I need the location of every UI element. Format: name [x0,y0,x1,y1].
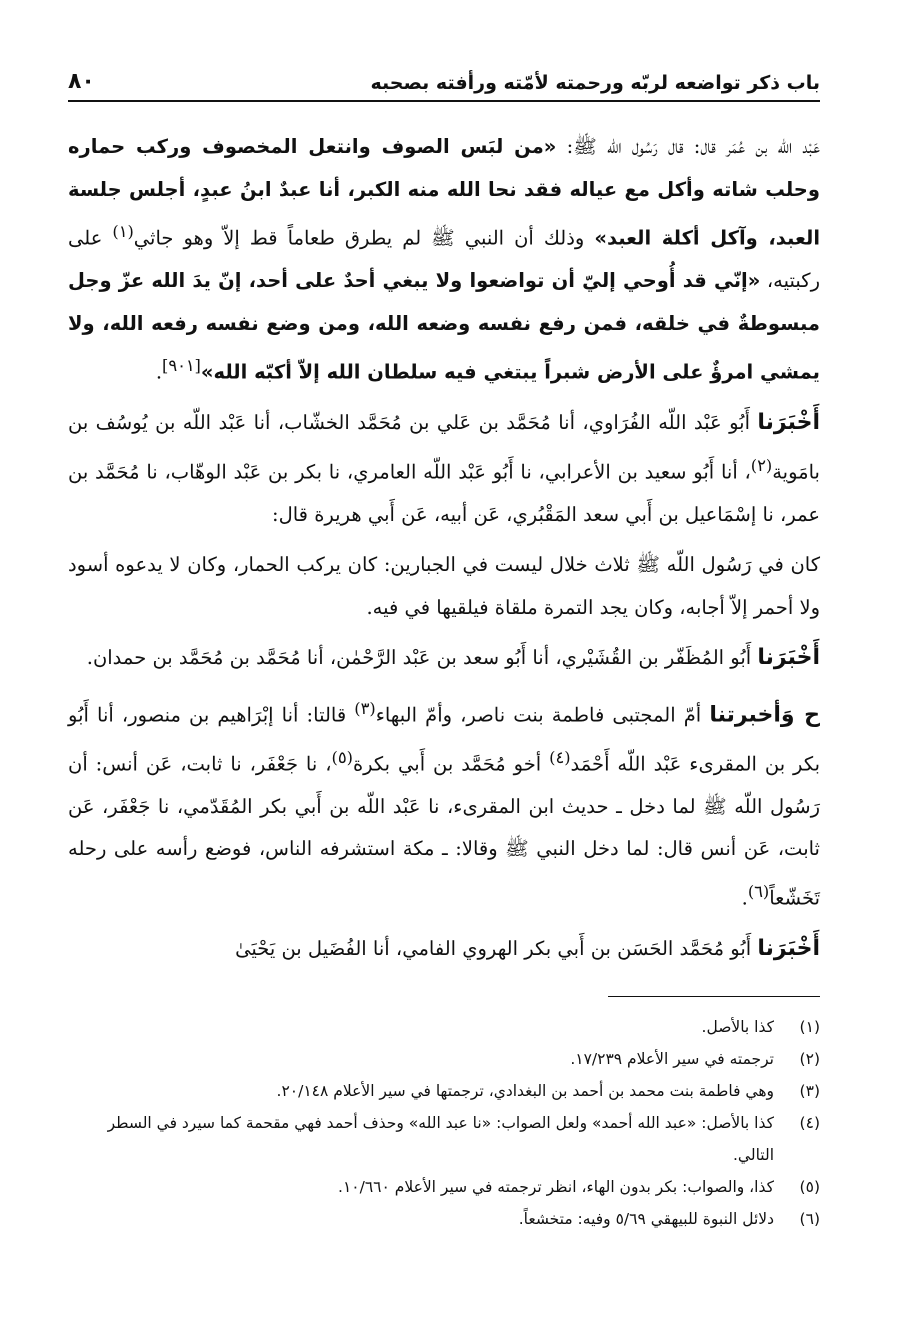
footnote-text: وهي فاطمة بنت محمد بن أحمد بن البغدادي، ترجمتها في سير الأعلام ٢٠/١٤٨. [276,1082,774,1100]
text-run: أَبُو مُحَمَّد الحَسَن بن أَبي بكر الهروي الفامي، أنا الفُضَيل بن يَحْيَىٰ [235,936,758,960]
body-text [68,126,820,970]
footnote-separator [608,996,820,997]
text-run: أخو مُحَمَّد بن أَبي بكرة [352,752,550,775]
text-run: أمّ المجتبى فاطمة بنت ناصر، وأمّ البهاء [375,703,710,726]
footnote-number: (٤) [799,1114,820,1132]
footnote-number: (١) [799,1018,820,1036]
chain-lead-word: أَخْبَرَنا [757,410,820,435]
footnote-marker: (٢) [750,455,773,475]
chain-lead-word: أَخْبَرَنا [757,935,820,961]
footnote-marker: [٩٠١] [162,356,201,375]
paragraph [68,688,820,920]
text-run: عَبْد اللّه بن عُمَر قال: قال رَسُول اللّه ﷺ: [556,135,821,158]
text-run: على ركبتيه، [68,226,820,292]
footnote [68,1075,820,1107]
hadith-quote: «من لبَس الصوف وانتعل المخصوف وركب حماره وحلب شاته وأكل مع عياله فقد نحا الله منه الكبر، أنا عبدٌ ابنُ عبدٍ، أجلس جلسة العبد، وآكل أكلة العبد» [68,135,820,250]
chain-lead-word: أَخْبَرَنا [757,645,820,670]
footnote [68,1171,820,1203]
footnote-text: ترجمته في سير الأعلام ١٧/٢٣٩. [570,1050,774,1068]
page-number: ٨٠ [68,69,95,94]
text-run: أَبُو عَبْد اللّه الفُرَاوي، أنا مُحَمَّد بن عَلي بن مُحَمَّد الخشّاب، أنا عَبْد اللّه بن يُوسُف بن بامَوية [68,411,820,483]
footnote-marker: (٥) [331,747,353,767]
hadith-quote: «إنّي قد أُوحي إليّ أن تواضعوا ولا يبغي أحدٌ على أحد، إنّ يدَ الله عزّ وجل مبسوطةٌ في خلقه، فمن رفع نفسه وضعه الله، ومن وضع نفسه رفعه الله، ولا يمشي امرؤٌ على الأرض شبراً يبتغي فيه سلطان الله إلاّ أكبّه الله» [68,269,820,384]
footnote-number: (٦) [799,1210,820,1228]
paragraph [68,544,820,629]
paragraph [68,126,820,394]
footnote-marker: (٦) [747,881,770,901]
text-run: كان في رَسُول اللّه ﷺ ثلاث خلال ليست في الجبارين: كان يركب الحمار، وكان لا يدعوه أسود ولا أحمر إلاّ أجابه، وكان يجد التمرة ملقاة فيلقيها في فيه. [68,553,820,619]
footnote [68,1011,820,1043]
chapter-title: باب ذكر تواضعه لربّه ورحمته لأمّته ورأفته بصحبه [370,72,820,94]
footnote [68,1043,820,1075]
footnote-text: دلائل النبوة للبيهقي ٥/٦٩ وفيه: متخشعاً. [518,1210,774,1228]
text-run: قالتا: أنا إبْرَاهيم بن منصور، أنا أَبُو بكر بن المقرىء عَبْد اللّه أَحْمَد [68,703,821,775]
footnote-marker: (٤) [549,747,571,767]
paragraph [68,928,820,971]
footnote-number: (٢) [799,1050,820,1068]
footnote-number: (٣) [799,1082,820,1100]
footnote-number: (٥) [799,1178,820,1196]
text-run: ، نا جَعْفَر، نا ثابت، عَن أنس: أن رَسُول اللّه ﷺ لما دخل ـ حديث ابن المقرىء، نا عَبْد اللّه بن أَبي بكر المُقَدّمي، نا جَعْفَر، عَن ثابت، عَن أنس قال: لما دخل النبي ﷺ وقالا: ـ مكة استشرفه الناس، فوضع رأسه على رحله تَخَشّعاً [68,752,820,909]
text-run: وذلك أن النبي ﷺ لم يطرق طعاماً قط إلاّ وهو جاثي [133,226,595,250]
text-run: أَبُو المُظَفّر بن القُشَيْري، أنا أَبُو سعد بن عَبْد الرَّحْمٰن، أنا مُحَمَّد بن مُحَمَّد بن حمدان. [86,646,758,669]
chain-lead-word: ح وَأخبرتنا [709,702,820,727]
text-run: . [155,360,163,384]
footnote-marker: (١) [112,222,134,241]
footnote-text: كذا بالأصل. [701,1018,774,1036]
footnote-text: كذا بالأصل: «عبد الله أحمد» ولعل الصواب: «نا عبد الله» وحذف أحمد فهي مقحمة كما سيرد في السطر التالي. [107,1114,774,1164]
page-header [68,58,820,102]
book-page [68,58,820,1235]
footnote-text: كذا، والصواب: بكر بدون الهاء، انظر ترجمته في سير الأعلام ١٠/٦٦٠. [338,1178,774,1196]
text-run: . [741,886,748,909]
paragraph [68,637,820,680]
footnote-marker: (٣) [354,698,376,718]
footnotes [68,1011,820,1235]
paragraph [68,402,820,536]
footnote [68,1203,820,1235]
text-run: ، أنا أَبُو سعيد بن الأعرابي، نا أَبُو عَبْد اللّه العامري، نا بكر بن عَبْد الوهّاب، نا مُحَمَّد بن عمر، نا إسْمَاعيل بن أَبي سعد المَقْبُري، عَن أبيه، عَن أَبي هريرة قال: [68,460,820,526]
footnote [68,1107,820,1171]
